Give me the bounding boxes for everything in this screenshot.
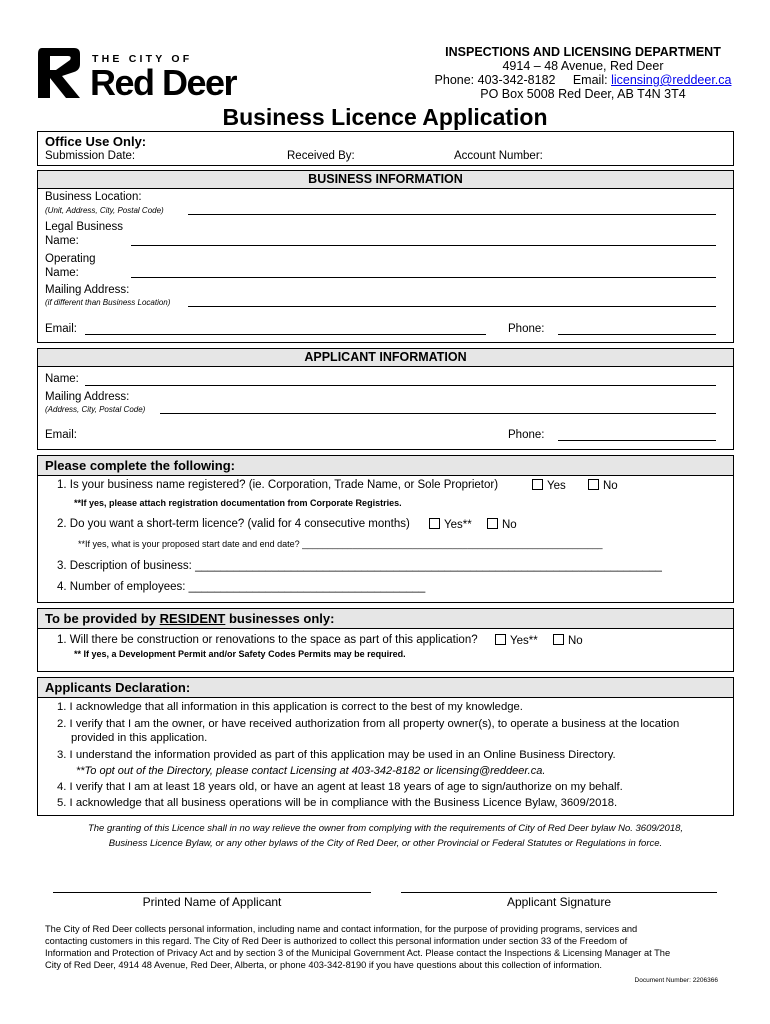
- business-information-box: [37, 170, 734, 343]
- construction-no-checkbox[interactable]: [553, 634, 564, 645]
- document-number: Document Number: 2206366: [634, 977, 718, 984]
- business-information-heading: BUSINESS INFORMATION: [38, 171, 733, 189]
- department-title: INSPECTIONS AND LICENSING DEPARTMENT: [445, 45, 721, 59]
- registered-no-option[interactable]: [588, 479, 618, 492]
- brand-name: Red Deer: [90, 62, 237, 103]
- declaration-item-1: 1. I acknowledge that all information in this application is correct to the best of my knowledge.: [57, 701, 523, 713]
- operating-name-field[interactable]: [131, 277, 716, 278]
- department-email-link[interactable]: licensing@reddeer.ca: [611, 73, 732, 87]
- registered-no-checkbox[interactable]: [588, 479, 599, 490]
- short-term-no-checkbox[interactable]: [487, 518, 498, 529]
- short-term-yes-checkbox[interactable]: [429, 518, 440, 529]
- granting-line-2: Business Licence Bylaw, or any other bylaws of the City of Red Deer, or other Provincial or Federal Statutes or Regulations in force.: [108, 838, 663, 849]
- department-contact: [400, 73, 766, 87]
- declaration-item-2-cont: provided in this application.: [71, 732, 208, 744]
- registered-no-label: No: [603, 480, 618, 492]
- office-use-box: [37, 131, 734, 166]
- complete-following-heading: Please complete the following:: [38, 456, 733, 476]
- complete-following-box: [37, 455, 734, 603]
- legal-name-label-2: Name:: [45, 235, 79, 247]
- business-phone-label: Phone:: [508, 323, 545, 335]
- registered-yes-label: Yes: [547, 480, 566, 492]
- construction-no-option[interactable]: [553, 634, 583, 647]
- declaration-item-2: 2. I verify that I am the owner, or have received authorization from all property owner(s), to operate a business at the location: [57, 718, 680, 730]
- declaration-box: [37, 677, 734, 816]
- signature-field[interactable]: [401, 892, 717, 893]
- registered-note: **If yes, please attach registration documentation from Corporate Registries.: [74, 498, 402, 508]
- registered-yes-option[interactable]: [532, 479, 566, 492]
- department-po-box: PO Box 5008 Red Deer, AB T4N 3T4: [480, 87, 686, 101]
- description-of-business-field[interactable]: 3. Description of business: _________________________________________________________________________: [57, 560, 662, 572]
- construction-yes-label: Yes**: [510, 635, 538, 647]
- granting-notice: [37, 821, 734, 851]
- page-title: Business Licence Application: [222, 104, 548, 130]
- short-term-no-option[interactable]: [487, 518, 517, 531]
- department-block: [400, 45, 766, 101]
- short-term-dates-field[interactable]: **If yes, what is your proposed start date and end date? ____________________________________________________________: [78, 539, 603, 549]
- resident-heading: [38, 609, 733, 629]
- office-use-heading: Office Use Only:: [45, 134, 147, 149]
- business-location-label: Business Location:: [45, 191, 142, 203]
- business-mailing-field[interactable]: [188, 306, 716, 307]
- business-location-field[interactable]: [188, 214, 716, 215]
- question-registered: 1. Is your business name registered? (ie. Corporation, Trade Name, or Sole Proprietor): [57, 479, 499, 491]
- privacy-line-3: Information and Protection of Privacy Act and by section 3 of the Municipal Government Act. Please contact the Inspections & Licensing Manager at The: [45, 948, 671, 958]
- printed-name-field[interactable]: [53, 892, 371, 893]
- declaration-heading: Applicants Declaration:: [38, 678, 733, 698]
- operating-name-label-1: Operating: [45, 253, 96, 265]
- number-of-employees-field[interactable]: 4. Number of employees: _____________________________________: [57, 581, 426, 593]
- resident-heading-post: businesses only:: [225, 611, 335, 626]
- business-phone-field[interactable]: [558, 334, 716, 335]
- submission-date-label: Submission Date:: [45, 150, 136, 162]
- account-number-label: Account Number:: [454, 150, 543, 162]
- applicant-mailing-hint: (Address, City, Postal Code): [45, 405, 146, 414]
- received-by-label: Received By:: [287, 150, 355, 162]
- privacy-line-1: The City of Red Deer collects personal information, including name and contact information, for the purpose of providing programs, services and: [45, 924, 638, 934]
- construction-yes-option[interactable]: [495, 634, 538, 647]
- declaration-item-3: 3. I understand the information provided as part of this application may be used in an Online Business Directory.: [57, 749, 616, 761]
- short-term-yes-label: Yes**: [444, 519, 472, 531]
- city-of-label: THE CITY OF: [92, 53, 193, 65]
- operating-name-label-2: Name:: [45, 267, 79, 279]
- business-email-label: Email:: [45, 323, 77, 335]
- privacy-statement: [45, 923, 735, 971]
- mailing-address-label: Mailing Address:: [45, 284, 130, 296]
- resident-heading-pre: To be provided by: [45, 611, 160, 626]
- question-construction: 1. Will there be construction or renovations to the space as part of this application?: [57, 634, 478, 646]
- applicant-phone-field[interactable]: [558, 440, 716, 441]
- applicant-name-label: Name:: [45, 373, 79, 385]
- business-email-field[interactable]: [85, 334, 486, 335]
- registered-yes-checkbox[interactable]: [532, 479, 543, 490]
- department-phone: Phone: 403-342-8182: [434, 73, 556, 87]
- declaration-opt-out-note: **To opt out of the Directory, please contact Licensing at 403-342-8182 or licensing@reddeer.ca.: [76, 765, 546, 777]
- applicant-information-box: [37, 348, 734, 450]
- signature-label: Applicant Signature: [506, 895, 612, 909]
- business-location-hint: (Unit, Address, City, Postal Code): [45, 206, 164, 215]
- applicant-information-heading: APPLICANT INFORMATION: [38, 349, 733, 367]
- resident-box: [37, 608, 734, 672]
- mailing-address-hint: (if different than Business Location): [45, 298, 171, 307]
- declaration-item-4: 4. I verify that I am at least 18 years old, or have an agent at least 18 years of age to sign/authorize on my behalf.: [57, 781, 623, 793]
- privacy-line-4: City of Red Deer, 4914 48 Avenue, Red Deer, Alberta, or phone 403-342-8190 if you have questions about this collection of information.: [45, 960, 602, 970]
- construction-no-label: No: [568, 635, 583, 647]
- question-short-term: 2. Do you want a short-term licence? (valid for 4 consecutive months): [57, 518, 410, 530]
- printed-name-label: Printed Name of Applicant: [142, 895, 282, 909]
- resident-heading-underline: RESIDENT: [159, 611, 226, 626]
- declaration-item-5: 5. I acknowledge that all business operations will be in compliance with the Business Licence Bylaw, 3609/2018.: [57, 797, 618, 809]
- legal-name-field[interactable]: [131, 245, 716, 246]
- red-deer-logo-icon: [36, 44, 86, 102]
- short-term-no-label: No: [502, 519, 517, 531]
- applicant-name-field[interactable]: [85, 385, 716, 386]
- legal-name-label-1: Legal Business: [45, 221, 123, 233]
- applicant-mailing-label: Mailing Address:: [45, 391, 130, 403]
- department-address: 4914 – 48 Avenue, Red Deer: [502, 59, 664, 73]
- department-email-label: Email:: [572, 73, 608, 87]
- applicant-email-label: Email:: [45, 429, 77, 441]
- applicant-phone-label: Phone:: [508, 429, 545, 441]
- granting-line-1: The granting of this Licence shall in no way relieve the owner from complying with the requirements of City of Red Deer bylaw No. 3609/2018,: [87, 823, 684, 834]
- construction-yes-checkbox[interactable]: [495, 634, 506, 645]
- short-term-yes-option[interactable]: [429, 518, 472, 531]
- privacy-line-2: contacting customers in this regard. The City of Red Deer is authorized to collect this personal information under section 33 of the Freedom of: [45, 936, 628, 946]
- construction-note: ** If yes, a Development Permit and/or Safety Codes Permits may be required.: [74, 649, 406, 659]
- applicant-mailing-field[interactable]: [160, 413, 716, 414]
